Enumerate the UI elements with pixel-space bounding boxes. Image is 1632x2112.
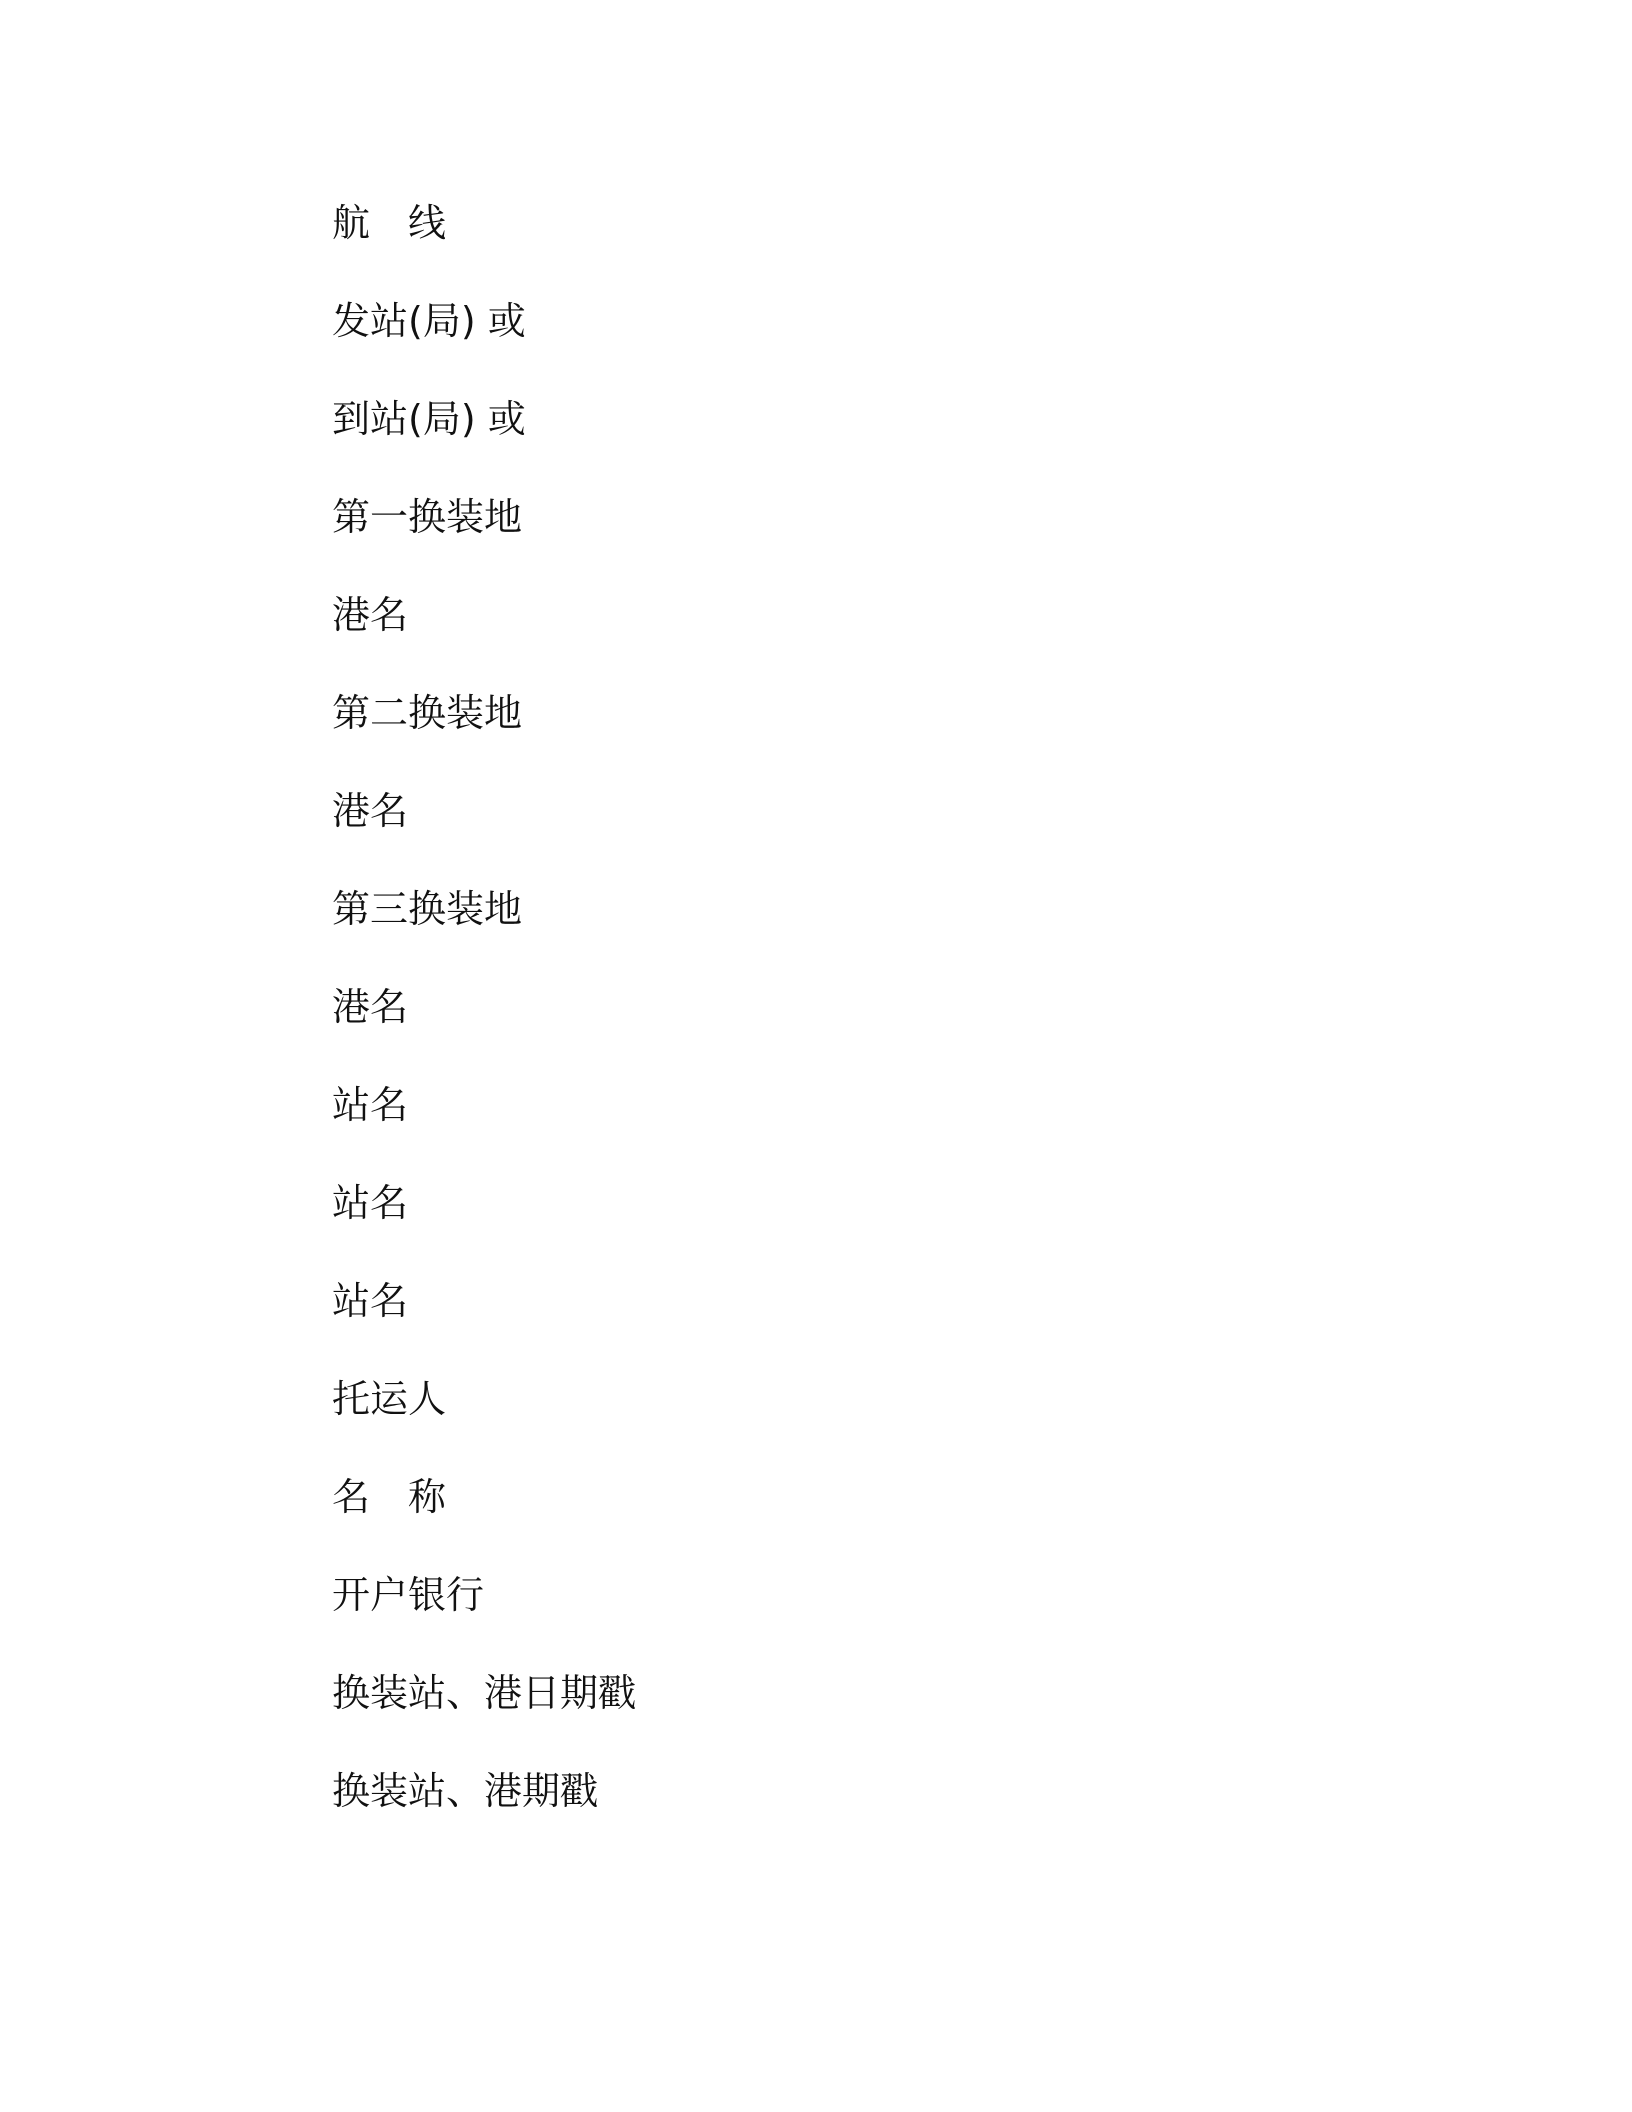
label-second-transfer-place: 第二换装地 xyxy=(332,691,523,735)
label-port-name-3: 港名 xyxy=(332,985,409,1029)
label-station-name-3: 站名 xyxy=(332,1279,409,1323)
label-third-transfer-place: 第三换装地 xyxy=(332,887,523,931)
label-arrival-station: 到站(局) 或 xyxy=(332,397,526,441)
label-bank: 开户银行 xyxy=(332,1573,485,1617)
label-name: 名 称 xyxy=(332,1475,447,1519)
label-station-name-1: 站名 xyxy=(332,1083,409,1127)
label-list xyxy=(332,194,636,1860)
label-station-name-2: 站名 xyxy=(332,1181,409,1225)
label-port-name-2: 港名 xyxy=(332,789,409,833)
label-port-name-1: 港名 xyxy=(332,593,409,637)
label-first-transfer-place: 第一换装地 xyxy=(332,495,523,539)
label-transfer-stamp: 换装站、港期戳 xyxy=(332,1769,599,1813)
label-departure-station: 发站(局) 或 xyxy=(332,299,526,343)
label-route: 航 线 xyxy=(332,201,447,245)
label-transfer-date-stamp: 换装站、港日期戳 xyxy=(332,1671,637,1715)
label-shipper: 托运人 xyxy=(332,1377,447,1421)
